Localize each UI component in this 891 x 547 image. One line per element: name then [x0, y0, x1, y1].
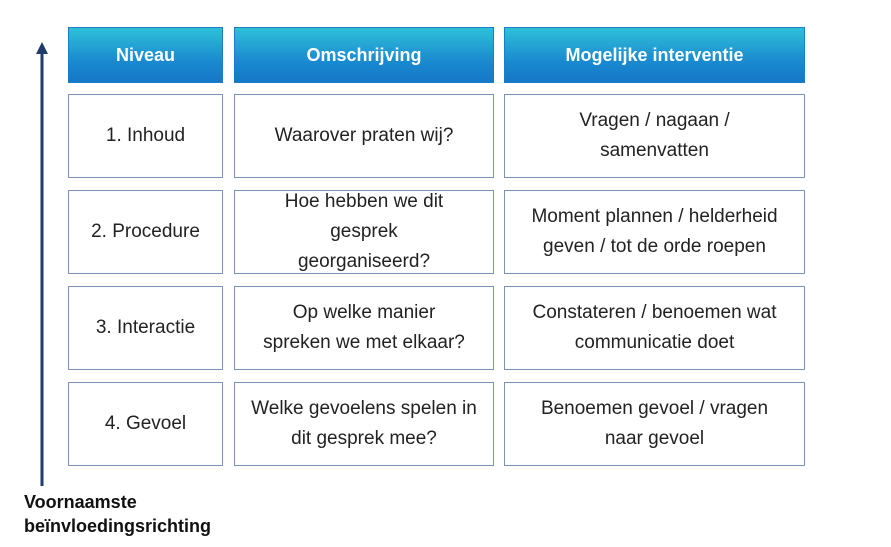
cell-niveau-3: 3. Interactie	[68, 286, 223, 370]
cell-niveau-4: 4. Gevoel	[68, 382, 223, 466]
header-niveau: Niveau	[68, 27, 223, 83]
cell-niveau-1: 1. Inhoud	[68, 94, 223, 178]
axis-label-line1: Voornaamste	[24, 492, 137, 512]
cell-omschrijving-2: Hoe hebben we dit gesprek georganiseerd?	[234, 190, 494, 274]
arrow-up-icon	[32, 42, 52, 486]
cell-niveau-2: 2. Procedure	[68, 190, 223, 274]
axis-label-line2: beïnvloedingsrichting	[24, 516, 212, 536]
cell-interventie-3: Constateren / benoemen wat communicatie doet	[504, 286, 805, 370]
cell-omschrijving-1: Waarover praten wij?	[234, 94, 494, 178]
cell-interventie-4: Benoemen gevoel / vragen naar gevoel	[504, 382, 805, 466]
cell-omschrijving-4: Welke gevoelens spelen in dit gesprek mee?	[234, 382, 494, 466]
header-interventie: Mogelijke interventie	[504, 27, 805, 83]
header-omschrijving: Omschrijving	[234, 27, 494, 83]
cell-interventie-2: Moment plannen / helderheid geven / tot de orde roepen	[504, 190, 805, 274]
cell-interventie-1: Vragen / nagaan / samenvatten	[504, 94, 805, 178]
cell-omschrijving-3: Op welke manier spreken we met elkaar?	[234, 286, 494, 370]
axis-label	[24, 490, 211, 538]
